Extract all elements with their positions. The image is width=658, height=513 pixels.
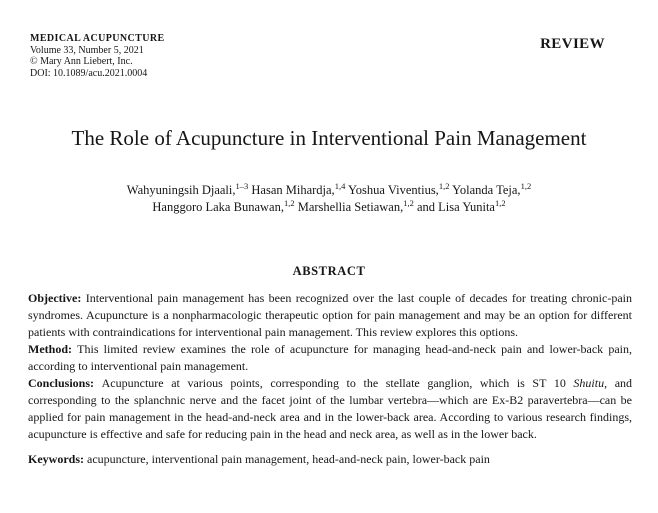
conclusions-text-before: Acupuncture at various points, corresponding to the stellate ganglion, which is ST 10 [101,376,574,390]
method-text: This limited review examines the role of acupuncture for managing head-and-neck pain and lower-back pain, according to interventional pain management. [28,342,633,373]
paper-title: The Role of Acupuncture in Interventional Pain Management [71,126,587,150]
authors-block [0,182,658,216]
authors-line-2 [0,199,658,216]
doi-line: DOI: 10.1089/acu.2021.0004 [30,67,148,79]
author-name: Marshellia Setiawan,$^{1,2}$ [297,197,414,214]
author-affiliation: 1,2 [494,197,506,208]
author-name: and Lisa Yunita$^{1,2}$ [416,197,506,214]
author-affiliation: 1–3 [235,180,249,191]
author-affiliation: 1,2 [283,197,295,208]
journal-name: MEDICAL ACUPUNCTURE [30,33,165,44]
conclusions-label: Conclusions: [28,376,95,390]
volume-line: Volume 33, Number 5, 2021 [30,44,144,56]
author-name: Yoshua Viventius,$^{1,2}$ [347,180,450,197]
keywords-text: acupuncture, interventional pain management, head-and-neck pain, lower-back pain [87,452,490,466]
copyright-line: © Mary Ann Liebert, Inc. [30,56,133,67]
abstract-objective [28,290,632,341]
author-name: Yolanda Teja,$^{1,2}$ [452,180,532,197]
abstract-conclusions [28,375,632,443]
author-affiliation: 1,2 [520,180,532,191]
objective-text: Interventional pain management has been recognized over the last couple of decades for treating chronic-pain syndromes. Acupuncture is a nonpharmacologic therapeutic option for pain management and may be an option for different patients with contraindications for interventional pain management. This review explores this options. [28,291,632,339]
method-label: Method: [28,342,72,356]
abstract-heading: ABSTRACT [292,264,366,278]
author-affiliation: 1,2 [403,197,414,208]
abstract-body [28,290,632,468]
keywords-line [28,451,632,468]
author-affiliation: 1,4 [334,180,346,191]
abstract-method [28,341,632,375]
conclusions-text-after: , and corresponding to the splanchnic nerve and the facet joint of the lumbar vertebra—which are Ex-B2 paravertebra—can be applied for pain management in the head-and-neck area and in the lower-back area. According to various research findings, acupuncture is effective and safe for reducing pain in the head and neck area, as well as in the lower back. [28,376,633,441]
author-name: Wahyuningsih Djaali,$^{1-3}$ [126,180,249,197]
objective-label: Objective: [28,291,82,305]
author-affiliation: 1,2 [438,180,450,191]
acupoint-name-italic: Shuitu [573,376,605,390]
journal-masthead [30,33,165,79]
keywords-label: Keywords: [28,452,84,466]
author-name: Hasan Mihardja,$^{1,4}$ [251,180,346,197]
author-name: Hanggoro Laka Bunawan,$^{1,2}$ [152,197,295,214]
authors-line-1 [0,182,658,199]
article-type-label: REVIEW [540,36,605,52]
